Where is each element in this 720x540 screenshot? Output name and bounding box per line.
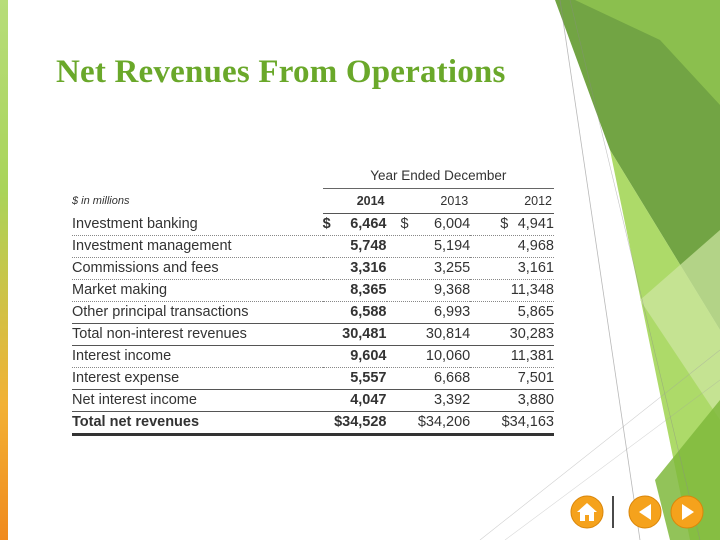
value-2013: $34,206	[387, 412, 471, 435]
caption-row	[72, 164, 554, 189]
value-2014: 8,365	[323, 280, 387, 302]
value-2013: 6,993	[387, 302, 471, 324]
value-2012: 11,348	[470, 280, 554, 302]
value-2013: 30,814	[387, 324, 471, 346]
value-2013: 9,368	[387, 280, 471, 302]
row-label: Interest expense	[72, 368, 323, 390]
value-2013: 6,668	[387, 368, 471, 390]
value-2012: 7,501	[470, 368, 554, 390]
value-2012: 5,865	[470, 302, 554, 324]
table-row	[72, 302, 554, 324]
value-2014: $ 6,464	[323, 214, 387, 236]
year-header-2014: 2014	[323, 189, 387, 214]
table-row	[72, 346, 554, 368]
value-2013: 10,060	[387, 346, 471, 368]
value-2014: 5,557	[323, 368, 387, 390]
nav-separator	[612, 496, 614, 528]
header-row	[72, 189, 554, 214]
row-label: Commissions and fees	[72, 258, 323, 280]
value-2014: 3,316	[323, 258, 387, 280]
value-2013: $ 6,004	[387, 214, 471, 236]
row-label: Investment banking	[72, 214, 323, 236]
currency-symbol: $	[322, 216, 331, 232]
table-row	[72, 368, 554, 390]
table-row	[72, 390, 554, 412]
value-2014: 30,481	[323, 324, 387, 346]
arrow-right-icon	[670, 495, 704, 529]
row-label: Market making	[72, 280, 323, 302]
revenue-table	[72, 164, 554, 436]
home-button[interactable]	[570, 495, 604, 529]
value-2014: $34,528	[323, 412, 387, 435]
row-label: Total non-interest revenues	[72, 324, 323, 346]
value-2013: 3,392	[387, 390, 471, 412]
arrow-left-icon	[628, 495, 662, 529]
value-2013: 5,194	[387, 236, 471, 258]
table-row	[72, 324, 554, 346]
value-2012: $ 4,941	[470, 214, 554, 236]
table-row	[72, 214, 554, 236]
total-row	[72, 412, 554, 435]
home-icon	[570, 495, 604, 529]
year-header-2012: 2012	[470, 189, 554, 214]
table-row	[72, 258, 554, 280]
row-label: Net interest income	[72, 390, 323, 412]
currency-symbol: $	[500, 216, 509, 232]
table-caption: Year Ended December	[323, 164, 554, 189]
table-row	[72, 280, 554, 302]
currency-symbol: $	[400, 216, 409, 232]
units-label: $ in millions	[72, 195, 130, 207]
value-2012: 3,161	[470, 258, 554, 280]
row-label: Interest income	[72, 346, 323, 368]
value-2012: 3,880	[470, 390, 554, 412]
row-label: Investment management	[72, 236, 323, 258]
value-2014: 6,588	[323, 302, 387, 324]
value-2013: 3,255	[387, 258, 471, 280]
year-header-2013: 2013	[387, 189, 471, 214]
value-2012: 4,968	[470, 236, 554, 258]
value-2014: 4,047	[323, 390, 387, 412]
value-2012: 30,283	[470, 324, 554, 346]
table-row	[72, 236, 554, 258]
next-button[interactable]	[670, 495, 704, 529]
value-2012: $34,163	[470, 412, 554, 435]
value-2014: 9,604	[323, 346, 387, 368]
row-label: Other principal transactions	[72, 302, 323, 324]
value-2014: 5,748	[323, 236, 387, 258]
value-2012: 11,381	[470, 346, 554, 368]
previous-button[interactable]	[628, 495, 662, 529]
row-label: Total net revenues	[72, 412, 323, 435]
slide-title: Net Revenues From Operations	[56, 54, 506, 90]
